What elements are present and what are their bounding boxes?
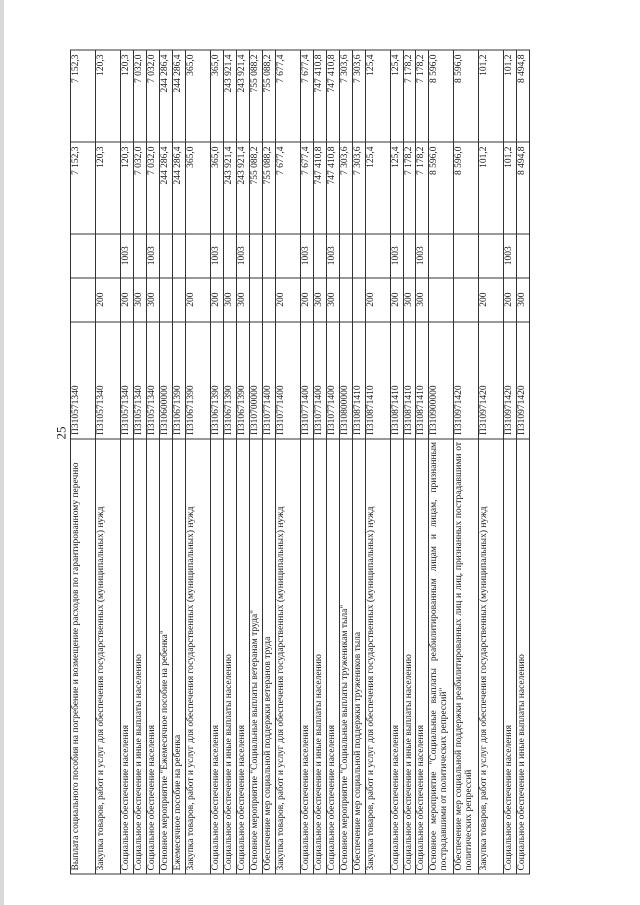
row-expense-type	[262, 278, 275, 322]
row-amount-2: 755 088,2	[249, 50, 262, 142]
row-section	[223, 234, 236, 278]
row-expense-type: 200	[121, 278, 134, 322]
row-name: Социальное обеспечение населения	[121, 439, 134, 874]
row-section	[262, 234, 275, 278]
row-amount-1: 7 178,2	[416, 142, 429, 234]
row-section: 1003	[210, 234, 223, 278]
table-row	[339, 50, 352, 874]
row-section	[479, 234, 504, 278]
row-section	[96, 234, 121, 278]
row-amount-2: 7 032,0	[133, 50, 146, 142]
table-row	[249, 50, 262, 874]
row-section	[339, 234, 352, 278]
row-amount-1: 747 410,8	[313, 142, 326, 234]
row-amount-1: 125,4	[365, 142, 390, 234]
row-amount-2: 365,0	[210, 50, 223, 142]
row-name: Социальное обеспечение населения	[390, 439, 403, 874]
row-expense-type	[339, 278, 352, 322]
page-number: 25	[53, 426, 69, 440]
row-section	[517, 234, 530, 278]
row-target-code: П310871410	[365, 322, 390, 439]
table-row	[185, 50, 210, 874]
table-row	[96, 50, 121, 874]
row-section: 1003	[146, 234, 159, 278]
row-target-code: П310971420	[504, 322, 517, 439]
row-expense-type: 300	[236, 278, 249, 322]
table-row	[133, 50, 146, 874]
row-amount-1: 125,4	[390, 142, 403, 234]
row-amount-1: 7 303,6	[339, 142, 352, 234]
row-amount-1: 243 921,4	[236, 142, 249, 234]
row-target-code: П310571340	[96, 322, 121, 439]
row-amount-2: 747 410,8	[313, 50, 326, 142]
row-name: Социальное обеспечение населения	[416, 439, 429, 874]
row-amount-1: 8 494,8	[517, 142, 530, 234]
row-amount-1: 101,2	[504, 142, 517, 234]
table-row	[172, 50, 185, 874]
row-expense-type: 300	[146, 278, 159, 322]
row-section: 1003	[236, 234, 249, 278]
row-expense-type: 300	[326, 278, 339, 322]
row-amount-2: 244 286,4	[172, 50, 185, 142]
row-target-code: П310671390	[185, 322, 210, 439]
row-amount-1: 747 410,8	[326, 142, 339, 234]
row-amount-2: 243 921,4	[223, 50, 236, 142]
row-name: Закупка товаров, работ и услуг для обеспечения государственных (муниципальных) нужд	[275, 439, 300, 874]
budget-table-body	[71, 50, 530, 874]
row-section	[249, 234, 262, 278]
row-expense-type: 300	[403, 278, 416, 322]
table-row	[390, 50, 403, 874]
row-section: 1003	[121, 234, 134, 278]
row-amount-2: 747 410,8	[326, 50, 339, 142]
table-row	[352, 50, 365, 874]
row-target-code: П310571340	[133, 322, 146, 439]
row-amount-2: 7 152,3	[71, 50, 96, 142]
table-row	[262, 50, 275, 874]
row-amount-2: 244 286,4	[159, 50, 172, 142]
row-name: Социальное обеспечение и иные выплаты населению	[313, 439, 326, 874]
row-section	[403, 234, 416, 278]
row-name: Обеспечение мер социальной поддержки тружеников тыла	[352, 439, 365, 874]
row-target-code: П310571340	[146, 322, 159, 439]
row-section	[365, 234, 390, 278]
row-amount-1: 7 303,6	[352, 142, 365, 234]
row-name: Социальное обеспечение и иные выплаты населению	[133, 439, 146, 874]
row-amount-1: 244 286,4	[172, 142, 185, 234]
row-section: 1003	[326, 234, 339, 278]
row-section	[275, 234, 300, 278]
row-amount-2: 7 677,4	[275, 50, 300, 142]
row-amount-1: 8 596,0	[454, 142, 479, 234]
row-name: Основное мероприятие "Социальные выплаты труженикам тыла"	[339, 439, 352, 874]
row-amount-2: 755 088,2	[262, 50, 275, 142]
row-amount-1: 755 088,2	[249, 142, 262, 234]
table-row	[159, 50, 172, 874]
row-amount-1: 243 921,4	[223, 142, 236, 234]
table-row	[275, 50, 300, 874]
row-target-code: П310871410	[403, 322, 416, 439]
row-name: Ежемесячное пособие на ребенка	[172, 439, 185, 874]
table-row	[429, 50, 454, 874]
row-target-code: П310571340	[71, 322, 96, 439]
row-expense-type: 300	[133, 278, 146, 322]
row-expense-type: 200	[300, 278, 313, 322]
row-name: Социальное обеспечение населения	[504, 439, 517, 874]
row-name: Обеспечение мер социальной поддержки ветеранов труда	[262, 439, 275, 874]
row-section: 1003	[416, 234, 429, 278]
row-amount-2: 7 032,0	[146, 50, 159, 142]
row-expense-type: 200	[275, 278, 300, 322]
row-target-code: П310571340	[121, 322, 134, 439]
table-row	[121, 50, 134, 874]
row-amount-1: 101,2	[479, 142, 504, 234]
row-target-code: П310971420	[479, 322, 504, 439]
row-target-code: П310671390	[210, 322, 223, 439]
table-row	[223, 50, 236, 874]
row-expense-type	[172, 278, 185, 322]
row-amount-1: 7 032,0	[146, 142, 159, 234]
table-row	[236, 50, 249, 874]
row-expense-type: 300	[223, 278, 236, 322]
row-section	[429, 234, 454, 278]
row-amount-2: 8 596,0	[454, 50, 479, 142]
table-row	[365, 50, 390, 874]
row-amount-1: 120,3	[96, 142, 121, 234]
row-expense-type	[249, 278, 262, 322]
row-target-code: П310871410	[352, 322, 365, 439]
row-target-code: П310771400	[275, 322, 300, 439]
table-row	[313, 50, 326, 874]
row-expense-type: 200	[365, 278, 390, 322]
row-name: Социальное обеспечение населения	[326, 439, 339, 874]
row-amount-2: 8 494,8	[517, 50, 530, 142]
row-name: Социальное обеспечение населения	[300, 439, 313, 874]
table-row	[504, 50, 517, 874]
row-target-code: П310871410	[416, 322, 429, 439]
row-expense-type	[71, 278, 96, 322]
row-expense-type: 300	[517, 278, 530, 322]
row-section	[454, 234, 479, 278]
budget-table	[70, 50, 530, 875]
row-target-code: П310771400	[326, 322, 339, 439]
row-expense-type: 200	[479, 278, 504, 322]
row-name: Закупка товаров, работ и услуг для обеспечения государственных (муниципальных) нужд	[185, 439, 210, 874]
row-section	[172, 234, 185, 278]
row-amount-2: 7 677,4	[300, 50, 313, 142]
row-amount-2: 7 178,2	[416, 50, 429, 142]
row-name: Социальное обеспечение и иные выплаты населению	[223, 439, 236, 874]
row-section	[159, 234, 172, 278]
row-amount-1: 7 677,4	[275, 142, 300, 234]
row-name: Социальное обеспечение населения	[210, 439, 223, 874]
row-target-code: П310771400	[300, 322, 313, 439]
row-expense-type	[454, 278, 479, 322]
row-amount-1: 7 677,4	[300, 142, 313, 234]
row-expense-type: 300	[416, 278, 429, 322]
table-row	[71, 50, 96, 874]
row-amount-2: 101,2	[504, 50, 517, 142]
row-section	[71, 234, 96, 278]
row-amount-1: 7 032,0	[133, 142, 146, 234]
table-row	[146, 50, 159, 874]
row-expense-type	[352, 278, 365, 322]
row-name: Основное мероприятие "Ежемесячное пособие на ребенка"	[159, 439, 172, 874]
table-row	[454, 50, 479, 874]
row-target-code: П310671390	[172, 322, 185, 439]
row-target-code: П310900000	[429, 322, 454, 439]
row-target-code: П310771400	[313, 322, 326, 439]
row-amount-1: 244 286,4	[159, 142, 172, 234]
row-name: Основное мероприятие "Социальные выплаты реабилитированным лицам и лицам, признанным пострадавшими от политических репрессий"	[429, 439, 454, 874]
table-row	[326, 50, 339, 874]
row-amount-2: 7 303,6	[352, 50, 365, 142]
row-amount-1: 365,0	[210, 142, 223, 234]
row-target-code: П310671390	[236, 322, 249, 439]
row-amount-2: 120,3	[96, 50, 121, 142]
budget-table-rotated	[70, 50, 570, 875]
row-name: Закупка товаров, работ и услуг для обеспечения государственных (муниципальных) нужд	[365, 439, 390, 874]
row-amount-2: 7 303,6	[339, 50, 352, 142]
row-expense-type: 200	[210, 278, 223, 322]
row-amount-2: 365,0	[185, 50, 210, 142]
row-amount-2: 125,4	[390, 50, 403, 142]
row-name: Социальное обеспечение населения	[236, 439, 249, 874]
table-row	[479, 50, 504, 874]
row-amount-2: 7 178,2	[403, 50, 416, 142]
row-target-code: П310800000	[339, 322, 352, 439]
row-section: 1003	[300, 234, 313, 278]
row-amount-2: 243 921,4	[236, 50, 249, 142]
row-amount-2: 120,3	[121, 50, 134, 142]
row-expense-type: 200	[390, 278, 403, 322]
row-expense-type	[159, 278, 172, 322]
row-amount-1: 365,0	[185, 142, 210, 234]
table-row	[403, 50, 416, 874]
row-name: Закупка товаров, работ и услуг для обеспечения государственных (муниципальных) нужд	[479, 439, 504, 874]
row-target-code: П310700000	[249, 322, 262, 439]
row-expense-type: 200	[504, 278, 517, 322]
row-target-code: П310771400	[262, 322, 275, 439]
row-amount-1: 8 596,0	[429, 142, 454, 234]
row-amount-1: 755 088,2	[262, 142, 275, 234]
row-section	[185, 234, 210, 278]
row-name: Социальное обеспечение населения	[146, 439, 159, 874]
row-amount-2: 101,2	[479, 50, 504, 142]
table-row	[416, 50, 429, 874]
row-amount-1: 7 152,3	[71, 142, 96, 234]
row-amount-2: 125,4	[365, 50, 390, 142]
row-target-code: П310600000	[159, 322, 172, 439]
row-expense-type: 200	[96, 278, 121, 322]
table-row	[210, 50, 223, 874]
row-name: Обеспечение мер социальной поддержки реабилитированных лиц и лиц, признанных пострадавшими от политических репрессий	[454, 439, 479, 874]
table-row	[517, 50, 530, 874]
row-name: Закупка товаров, работ и услуг для обеспечения государственных (муниципальных) нужд	[96, 439, 121, 874]
scan-edge	[0, 0, 4, 905]
row-name: Социальное обеспечение и иные выплаты населению	[403, 439, 416, 874]
table-row	[300, 50, 313, 874]
row-name: Выплата социального пособия на погребение и возмещение расходов по гарантированному перечню	[71, 439, 96, 874]
row-section	[313, 234, 326, 278]
row-amount-1: 7 178,2	[403, 142, 416, 234]
row-target-code: П310671390	[223, 322, 236, 439]
row-amount-2: 8 596,0	[429, 50, 454, 142]
row-name: Основное мероприятие "Социальные выплаты ветеранам труда"	[249, 439, 262, 874]
row-name: Социальное обеспечение и иные выплаты населению	[517, 439, 530, 874]
row-target-code: П310871410	[390, 322, 403, 439]
row-section	[133, 234, 146, 278]
row-expense-type: 300	[313, 278, 326, 322]
row-section: 1003	[504, 234, 517, 278]
row-expense-type	[429, 278, 454, 322]
row-target-code: П310971420	[454, 322, 479, 439]
row-expense-type: 200	[185, 278, 210, 322]
row-section: 1003	[390, 234, 403, 278]
row-section	[352, 234, 365, 278]
row-target-code: П310971420	[517, 322, 530, 439]
row-amount-1: 120,3	[121, 142, 134, 234]
